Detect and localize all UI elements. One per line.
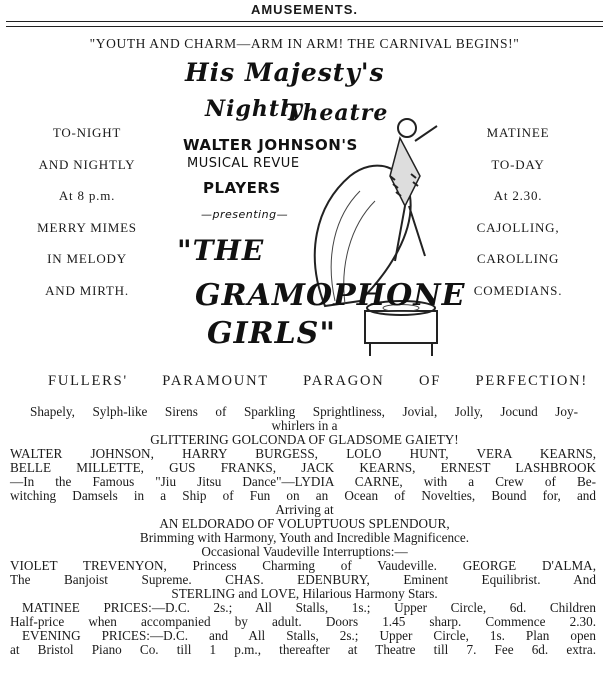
body-line: EVENING PRICES:—D.C. and All Stalls, 2s.; Upper Circle, 1s. Plan open <box>22 628 596 643</box>
body-line: STERLING and LOVE, Hilarious Harmony Stars. <box>171 586 438 601</box>
matinee-column <box>458 124 578 313</box>
body-line: whirlers in a <box>271 418 338 433</box>
company-name-2: PLAYERS <box>203 179 281 197</box>
body-line: at Bristol Piano Co. till 1 p.m., thereafter at Theatre till 7. Fee 6d. extra. <box>10 642 596 657</box>
section-header: AMUSEMENTS. <box>250 2 359 17</box>
theatre-name-line2a: Nightly <box>205 96 304 122</box>
matinee-line: TO-DAY <box>491 156 545 172</box>
body-line: Shapely, Sylph-like Sirens of Sparkling Sprightliness, Jovial, Jolly, Jocund Joy- <box>30 404 578 419</box>
body-line: witching Damsels in a Ship of Fun on an Ocean of Novelties, Bound for, and <box>10 488 596 503</box>
body-line: Arriving at <box>275 502 334 517</box>
show-title-3: GIRLS" <box>207 316 336 351</box>
body-line: BELLE MILLETTE, GUS FRANKS, JACK KEARNS, ERNEST LASHBROOK <box>10 460 596 475</box>
body-line: Occasional Vaudeville Interruptions:— <box>201 544 408 559</box>
show-title-2: GRAMOPHONE <box>195 278 466 313</box>
show-title-1: "THE <box>177 234 265 267</box>
body-line: MATINEE PRICES:—D.C. 2s.; All Stalls, 1s.; Upper Circle, 6d. Children <box>22 600 596 615</box>
evening-line: MERRY MIMES <box>37 219 137 235</box>
theatre-name-line2b: Theatre <box>285 100 389 126</box>
body-line: Brimming with Harmony, Youth and Incredible Magnificence. <box>139 530 470 545</box>
body-line: GLITTERING GOLCONDA OF GLADSOME GAIETY! <box>150 432 459 447</box>
evening-line: AND MIRTH. <box>45 282 129 298</box>
matinee-line: CAROLLING <box>476 251 560 266</box>
body-line: Half-price when accompanied by adult. Doors 1.45 sharp. Commence 2.30. <box>10 614 596 629</box>
top-rule <box>6 21 603 22</box>
matinee-line: MATINEE <box>486 125 550 140</box>
evening-line: AND NIGHTLY <box>38 156 136 172</box>
slogan: "YOUTH AND CHARM—ARM IN ARM! THE CARNIVAL BEGINS!" <box>89 36 520 51</box>
presenting-label: —presenting— <box>201 208 289 221</box>
evening-line: TO-NIGHT <box>52 125 122 140</box>
matinee-line: CAJOLLING, <box>476 219 560 235</box>
top-rule-2 <box>6 26 603 27</box>
theatre-name-line1: His Majesty's <box>185 58 385 87</box>
body-line: AN ELDORADO OF VOLUPTUOUS SPLENDOUR, <box>159 516 450 531</box>
dancer-head <box>398 119 416 137</box>
evening-column <box>22 124 152 313</box>
matinee-line: At 2.30. <box>493 188 543 203</box>
body-line: The Banjoist Supreme. CHAS. EDENBURY, Eminent Equilibrist. And <box>10 572 596 587</box>
evening-line: At 8 p.m. <box>58 188 116 203</box>
body-line: —In the Famous "Jiu Jitsu Dance"—LYDIA CARNE, with a Crew of Be- <box>10 474 596 489</box>
producer-name: WALTER JOHNSON'S <box>183 136 358 154</box>
body-line: WALTER JOHNSON, HARRY BURGESS, LOLO HUNT, VERA KEARNS, <box>10 446 596 461</box>
company-name-1: MUSICAL REVUE <box>187 156 300 171</box>
tagline: FULLERS' PARAMOUNT PARAGON OF PERFECTION! <box>48 373 588 389</box>
evening-line: IN MELODY <box>47 251 127 266</box>
show-poster-illustration <box>175 56 466 366</box>
body-line: VIOLET TREVENYON, Princess Charming of Vaudeville. GEORGE D'ALMA, <box>10 558 596 573</box>
matinee-line: COMEDIANS. <box>473 282 563 298</box>
